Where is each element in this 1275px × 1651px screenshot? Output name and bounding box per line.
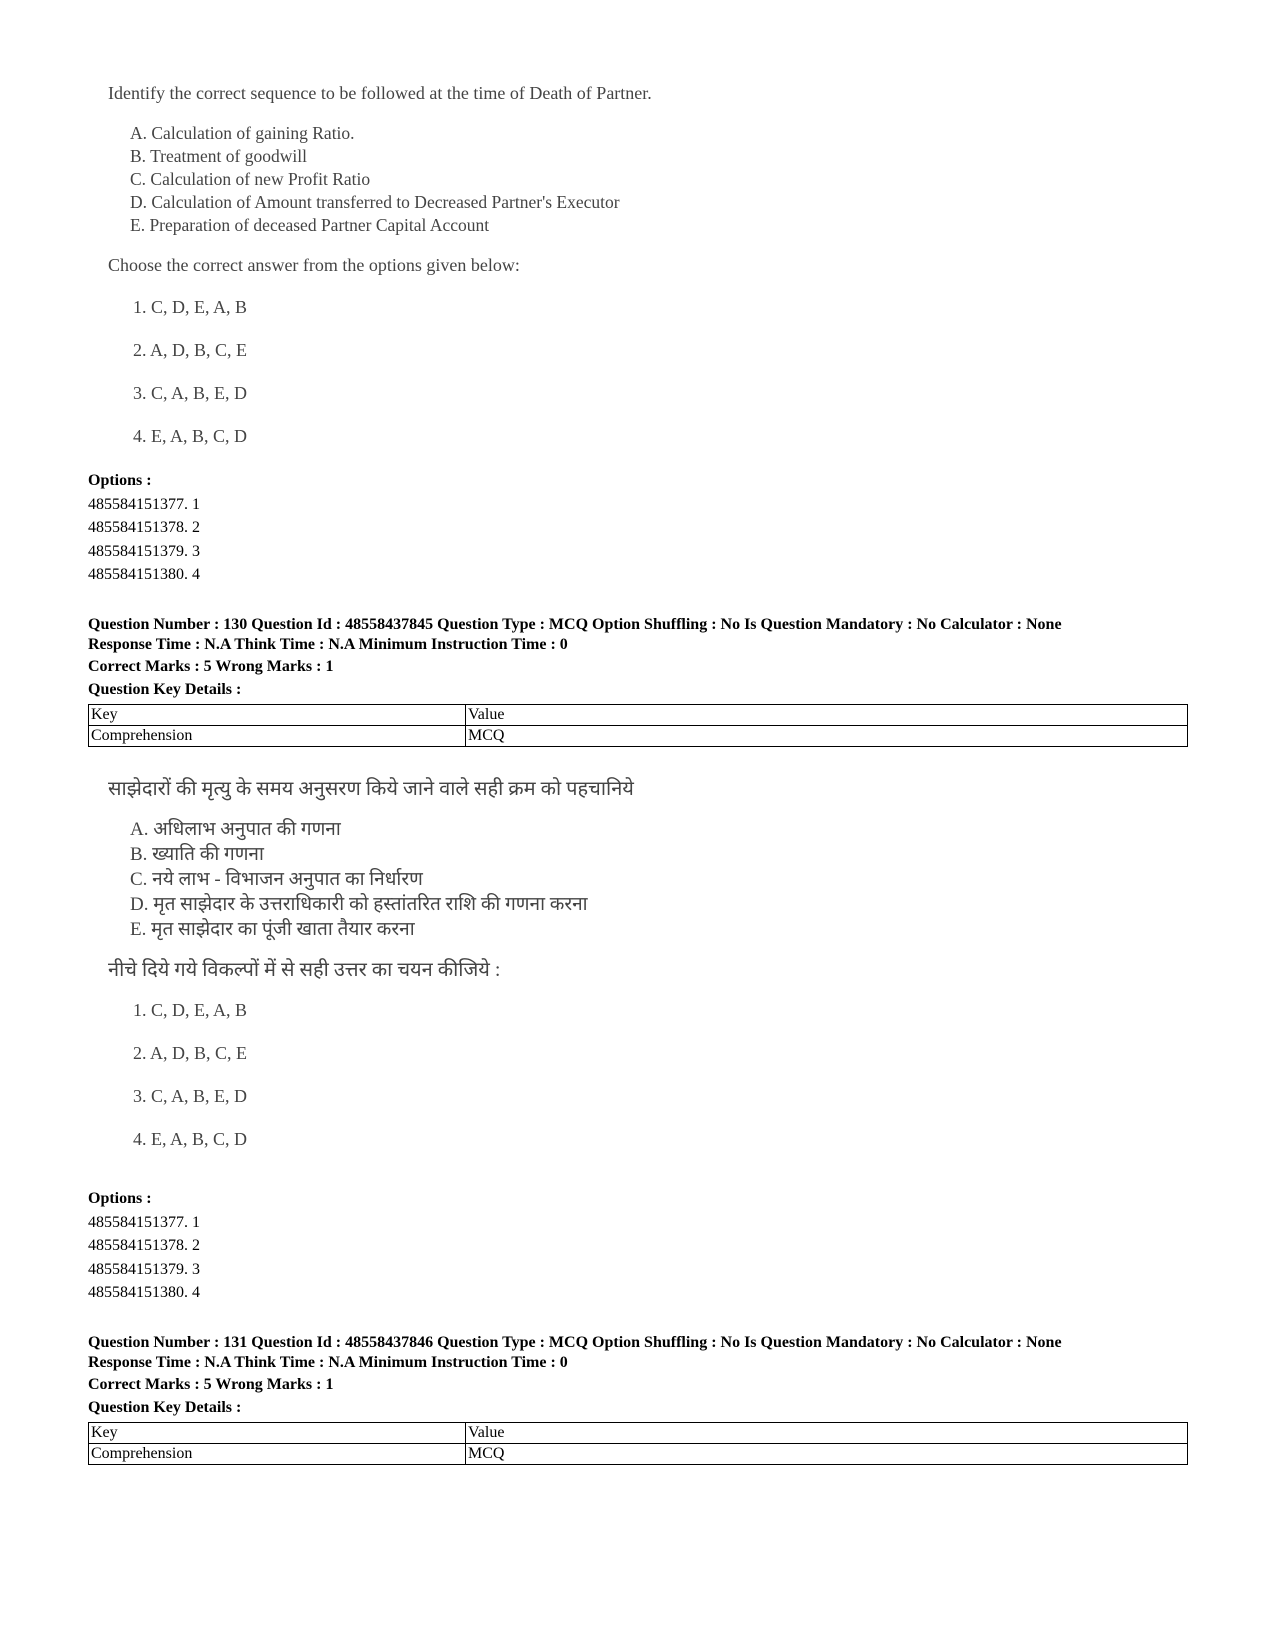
q130-item-e: E. मृत साझेदार का पूंजी खाता तैयार करना [130,919,415,940]
q129-question-image [108,81,652,467]
q129-item-e: E. Preparation of deceased Partner Capital Account [130,215,490,235]
q130-options-heading: Options : [88,1190,152,1207]
q130-item-a: A. अधिलाभ अनुपात की गणना [130,819,341,840]
q131-meta-line2: Response Time : N.A Think Time : N.A Minimum Instruction Time : 0 [88,1353,568,1371]
q130-answer-3: 3. C, A, B, E, D [133,1086,248,1106]
q130-item-d: D. मृत साझेदार के उत्तराधिकारी को हस्तांतरित राशि की गणना करना [130,894,588,915]
q129-answer-2: 2. A, D, B, C, E [133,340,248,360]
table-header-value: Value [466,705,1188,726]
q130-marks: Correct Marks : 5 Wrong Marks : 1 [88,658,334,675]
table-cell-value: MCQ [466,1444,1188,1465]
q129-stem: Identify the correct sequence to be followed at the time of Death of Partner. [108,83,652,103]
q130-answer-4: 4. E, A, B, C, D [133,1129,248,1149]
table-header-row [89,705,1188,726]
q129-option-1: 485584151377. 1 [88,495,200,513]
q131-key-details: Question Key Details : [88,1398,242,1416]
q129-item-c: C. Calculation of new Profit Ratio [130,169,371,189]
q130-answer-1: 1. C, D, E, A, B [133,1000,248,1020]
q129-item-b: B. Treatment of goodwill [130,146,307,166]
q130-question-image [108,777,634,1170]
q131-metadata [88,1333,1198,1417]
q129-answer-1: 1. C, D, E, A, B [133,297,248,317]
q130-item-b: B. ख्याति की गणना [130,844,264,865]
table-row [89,726,1188,747]
q129-item-d: D. Calculation of Amount transferred to Decreased Partner's Executor [130,192,620,212]
q130-option-4: 485584151380. 4 [88,1284,200,1301]
q129-option-3: 485584151379. 3 [88,542,200,560]
q130-stem: साझेदारों की मृत्यु के समय अनुसरण किये जाने वाले सही क्रम को पहचानिये [108,778,634,800]
table-cell-value: MCQ [466,726,1188,747]
q129-answer-3: 3. C, A, B, E, D [133,383,248,403]
table-header-key: Key [89,705,466,726]
q131-marks: Correct Marks : 5 Wrong Marks : 1 [88,1376,334,1393]
q130-key-details: Question Key Details : [88,680,242,698]
q130-option-3: 485584151379. 3 [88,1260,200,1278]
table-cell-key: Comprehension [89,726,466,747]
q131-key-table [88,1422,1188,1465]
q130-choose: नीचे दिये गये विकल्पों में से सही उत्तर का चयन कीजिये : [108,959,501,981]
q129-option-4: 485584151380. 4 [88,566,200,583]
q130-option-1: 485584151377. 1 [88,1213,200,1231]
table-cell-key: Comprehension [89,1444,466,1465]
q129-answer-4: 4. E, A, B, C, D [133,426,248,446]
q129-option-2: 485584151378. 2 [88,519,200,536]
q130-key-table [88,704,1188,747]
q130-meta-line1: Question Number : 130 Question Id : 48558437845 Question Type : MCQ Option Shuffling : No Is Question Mandatory : No Calculator : None [88,616,1062,633]
q130-metadata [88,615,1198,699]
q130-options [88,1187,1188,1305]
q131-meta-line1: Question Number : 131 Question Id : 48558437846 Question Type : MCQ Option Shuffling : No Is Question Mandatory : No Calculator : None [88,1334,1062,1351]
q129-options [88,469,1188,587]
q130-meta-line2: Response Time : N.A Think Time : N.A Minimum Instruction Time : 0 [88,635,568,653]
table-header-row [89,1423,1188,1444]
table-header-value: Value [466,1423,1188,1444]
q129-options-heading: Options : [88,472,152,489]
q130-answer-2: 2. A, D, B, C, E [133,1043,248,1063]
q130-option-2: 485584151378. 2 [88,1237,200,1254]
table-header-key: Key [89,1423,466,1444]
table-row [89,1444,1188,1465]
q129-item-a: A. Calculation of gaining Ratio. [130,123,355,143]
q129-choose: Choose the correct answer from the options given below: [108,255,520,275]
q130-item-c: C. नये लाभ - विभाजन अनुपात का निर्धारण [130,869,423,890]
